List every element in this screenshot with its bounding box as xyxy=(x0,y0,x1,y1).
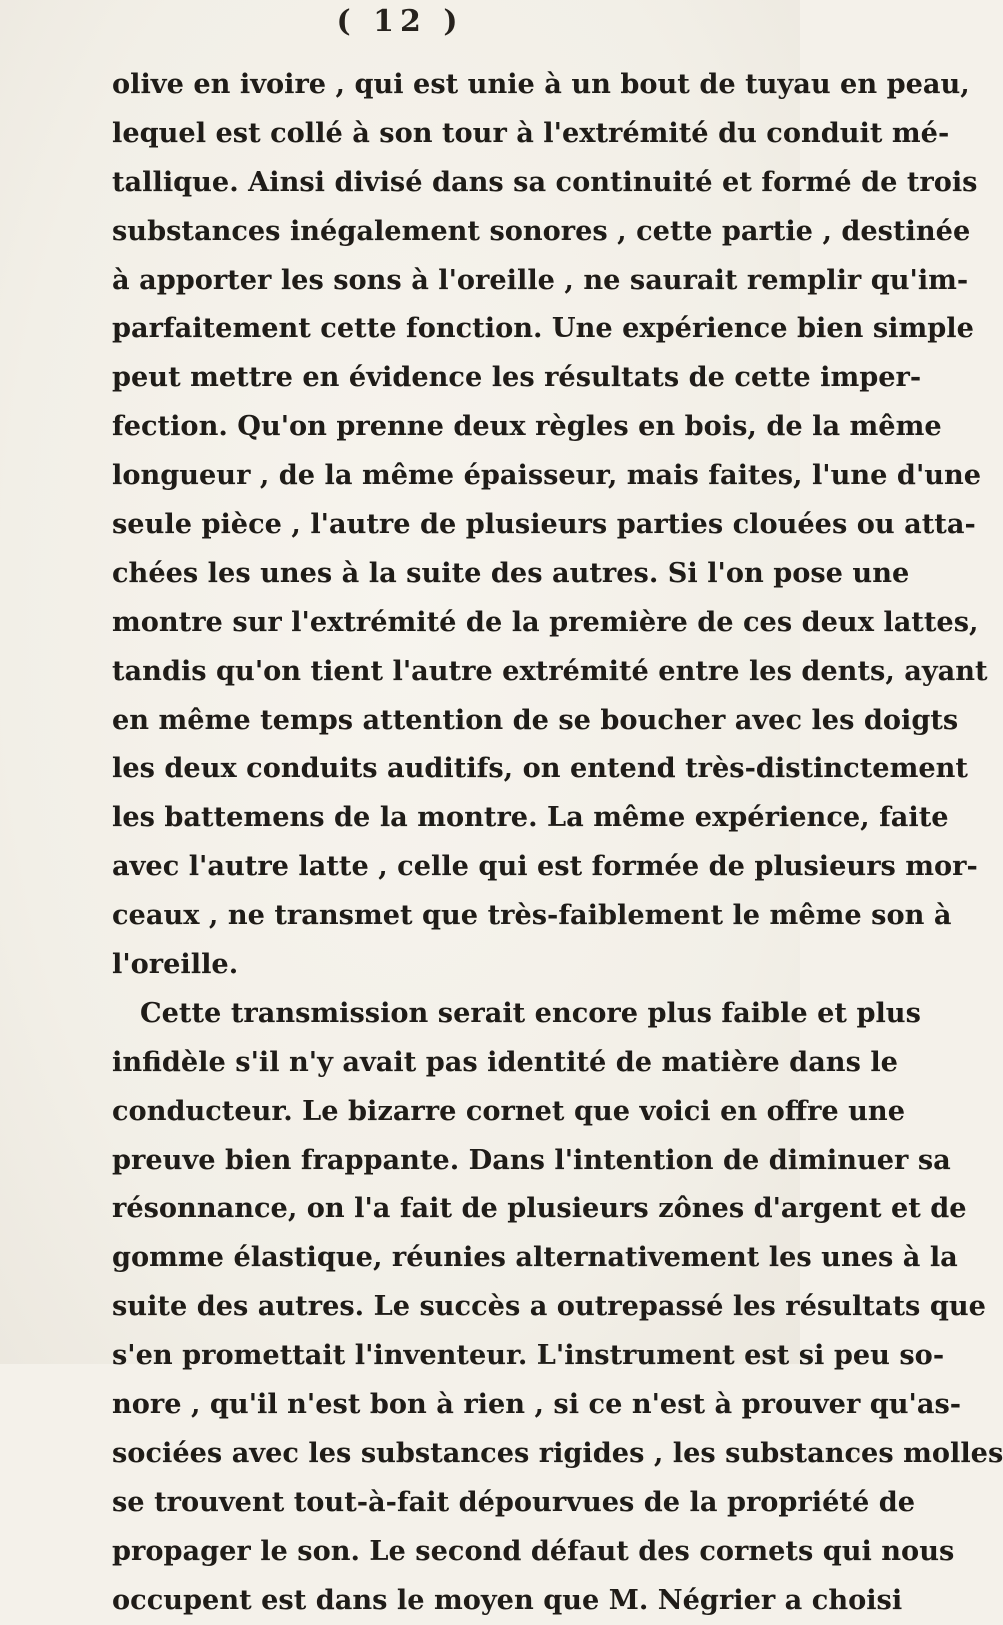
text-line: tandis qu'on tient l'autre extrémité entre les dents, ayant xyxy=(112,654,988,687)
text-line: seule pièce , l'autre de plusieurs parties clouées ou atta- xyxy=(112,508,976,541)
text-line: avec l'autre latte , celle qui est formée de plusieurs mor- xyxy=(112,850,978,883)
text-line: peut mettre en évidence les résultats de cette imper- xyxy=(112,361,922,394)
text-line: suite des autres. Le succès a outrepassé les résultats que xyxy=(112,1290,986,1323)
paragraph-end-line: l'oreille. xyxy=(112,948,239,981)
text-line: propager le son. Le second défaut des cornets qui nous xyxy=(112,1534,955,1567)
text-line: montre sur l'extrémité de la première de ces deux lattes, xyxy=(112,605,979,638)
text-line: tallique. Ainsi divisé dans sa continuité et formé de trois xyxy=(112,165,978,198)
text-line: conducteur. Le bizarre cornet que voici en offre une xyxy=(112,1094,905,1127)
text-line: s'en promettait l'inventeur. L'instrument est si peu so- xyxy=(112,1339,945,1372)
text-line: preuve bien frappante. Dans l'intention de diminuer sa xyxy=(112,1143,951,1176)
text-line: se trouvent tout-à-fait dépourvues de la propriété de xyxy=(112,1485,916,1518)
text-line: à apporter les sons à l'oreille , ne saurait remplir qu'im- xyxy=(112,263,969,296)
text-line: les battemens de la montre. La même expérience, faite xyxy=(112,801,949,834)
text-line: en même temps attention de se boucher avec les doigts xyxy=(112,703,959,736)
text-line: sociées avec les substances rigides , les substances molles xyxy=(112,1436,1003,1469)
text-line: ceaux , ne transmet que très-faiblement le même son à xyxy=(112,899,952,932)
body-text xyxy=(112,60,1003,1625)
text-line: nore , qu'il n'est bon à rien , si ce n'est à prouver qu'as- xyxy=(112,1388,962,1421)
text-line: longueur , de la même épaisseur, mais faites, l'une d'une xyxy=(112,459,982,492)
text-line: olive en ivoire , qui est unie à un bout de tuyau en peau, xyxy=(112,68,970,100)
text-line: lequel est collé à son tour à l'extrémité du conduit mé- xyxy=(112,116,950,149)
text-line: occupent est dans le moyen que M. Négrier a choisi xyxy=(112,1583,903,1616)
text-line: parfaitement cette fonction. Une expérience bien simple xyxy=(112,312,974,345)
text-line: résonnance, on l'a fait de plusieurs zônes d'argent et de xyxy=(112,1192,967,1225)
text-line: infidèle s'il n'y avait pas identité de matière dans le xyxy=(112,1045,898,1078)
text-line: fection. Qu'on prenne deux règles en bois, de la même xyxy=(112,410,942,443)
paragraph-start-line: Cette transmission serait encore plus faible et plus xyxy=(140,996,921,1029)
text-line: chées les unes à la suite des autres. Si l'on pose une xyxy=(112,556,910,589)
text-line: les deux conduits auditifs, on entend très-distinctement xyxy=(112,752,968,785)
text-line: substances inégalement sonores , cette partie , destinée xyxy=(112,214,971,247)
text-line: gomme élastique, réunies alternativement les unes à la xyxy=(112,1241,958,1274)
page-number: ( 12 ) xyxy=(336,4,464,39)
